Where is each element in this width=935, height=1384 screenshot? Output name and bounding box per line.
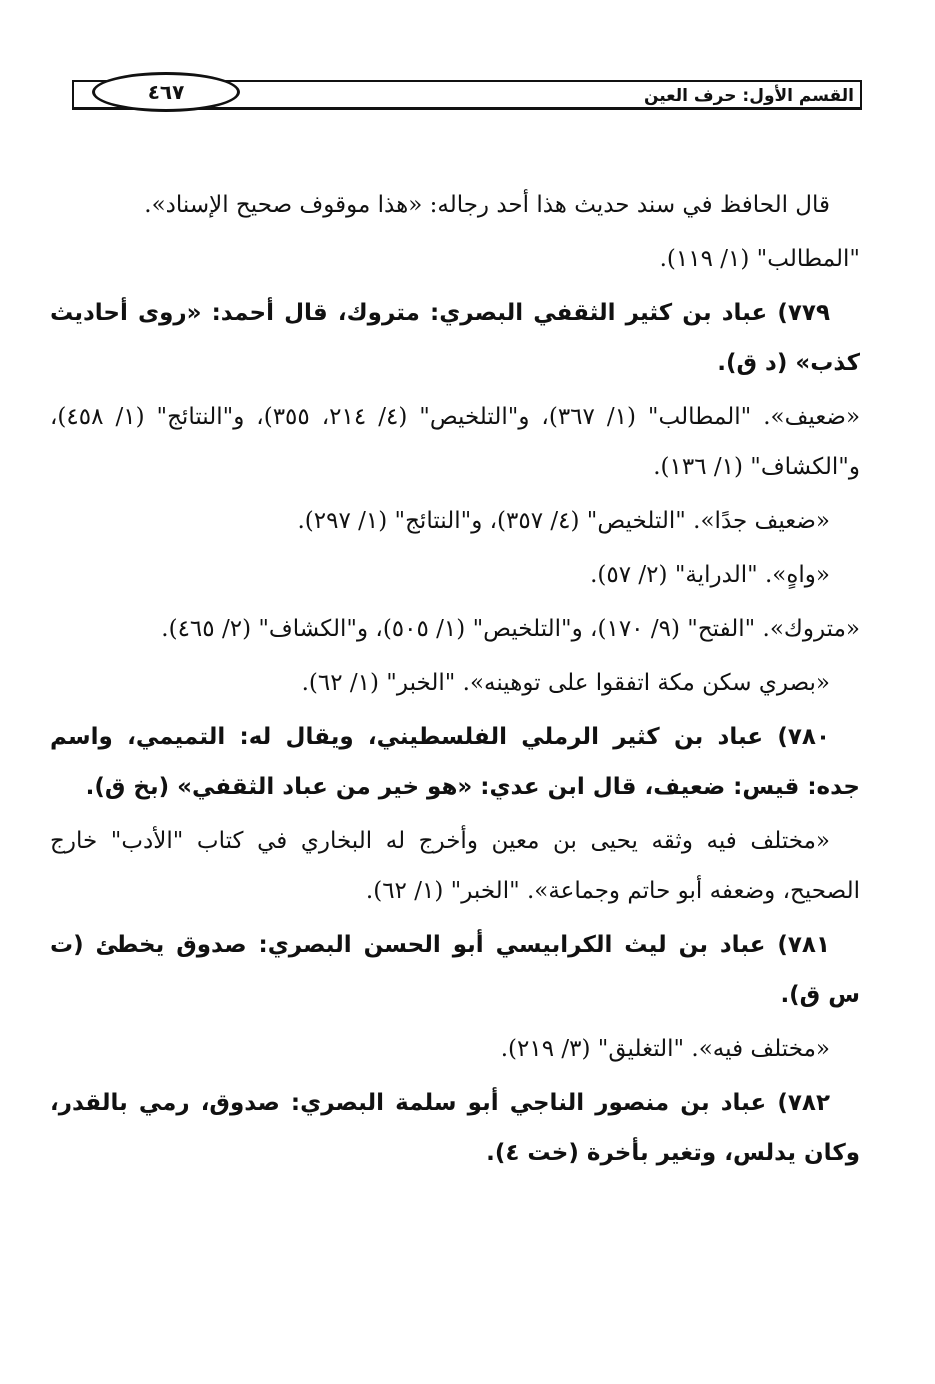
paragraph-note: "المطالب" (١/ ١١٩). bbox=[659, 246, 860, 272]
entry-779: ٧٧٩) عباد بن كثير الثقفي البصري: متروك، قال أحمد: «روى أحاديث كذب» (د ق). bbox=[50, 300, 860, 376]
paragraph-note: «متروك». "الفتح" (٩/ ١٧٠)، و"التلخيص" (١/ ٥٠٥)، و"الكشاف" (٢/ ٤٦٥). bbox=[161, 616, 860, 642]
entry-780: ٧٨٠) عباد بن كثير الرملي الفلسطيني، ويقال له: التميمي، واسم جده: قيس: ضعيف، قال ابن عدي: «هو خير من عباد الثقفي» (بخ ق). bbox=[50, 724, 860, 800]
paragraph-note: «مختلف فيه وثقه يحيى بن معين وأخرج له البخاري في كتاب "الأدب" خارج الصحيح، وضعفه أبو حاتم وجماعة». "الخبر" (١/ ٦٢). bbox=[50, 828, 860, 904]
page-body bbox=[50, 180, 860, 1182]
paragraph-note: «بصري سكن مكة اتفقوا على توهينه». "الخبر" (١/ ٦٢). bbox=[301, 670, 830, 696]
page-number-oval bbox=[92, 72, 240, 112]
paragraph-note: قال الحافظ في سند حديث هذا أحد رجاله: «هذا موقوف صحيح الإسناد». bbox=[144, 192, 830, 218]
page-header bbox=[72, 70, 862, 120]
page-number: ٤٦٧ bbox=[147, 80, 185, 104]
entry-782: ٧٨٢) عباد بن منصور الناجي أبو سلمة البصري: صدوق، رمي بالقدر، وكان يدلس، وتغير بأخرة (خت ٤). bbox=[50, 1090, 860, 1166]
paragraph-note: «مختلف فيه». "التغليق" (٣/ ٢١٩). bbox=[500, 1036, 830, 1062]
running-title: القسم الأول: حرف العين bbox=[643, 86, 854, 106]
entry-781: ٧٨١) عباد بن ليث الكرابيسي أبو الحسن البصري: صدوق يخطئ (ت س ق). bbox=[50, 932, 860, 1008]
paragraph-note: «ضعيف جدًا». "التلخيص" (٤/ ٣٥٧)، و"النتائج" (١/ ٢٩٧). bbox=[297, 508, 830, 534]
paragraph-note: «واهٍ». "الدراية" (٢/ ٥٧). bbox=[590, 562, 830, 588]
paragraph-note: «ضعيف». "المطالب" (١/ ٣٦٧)، و"التلخيص" (٤/ ٢١٤، ٣٥٥)، و"النتائج" (١/ ٤٥٨)، و"الكشاف" (١/ ١٣٦). bbox=[50, 404, 861, 480]
